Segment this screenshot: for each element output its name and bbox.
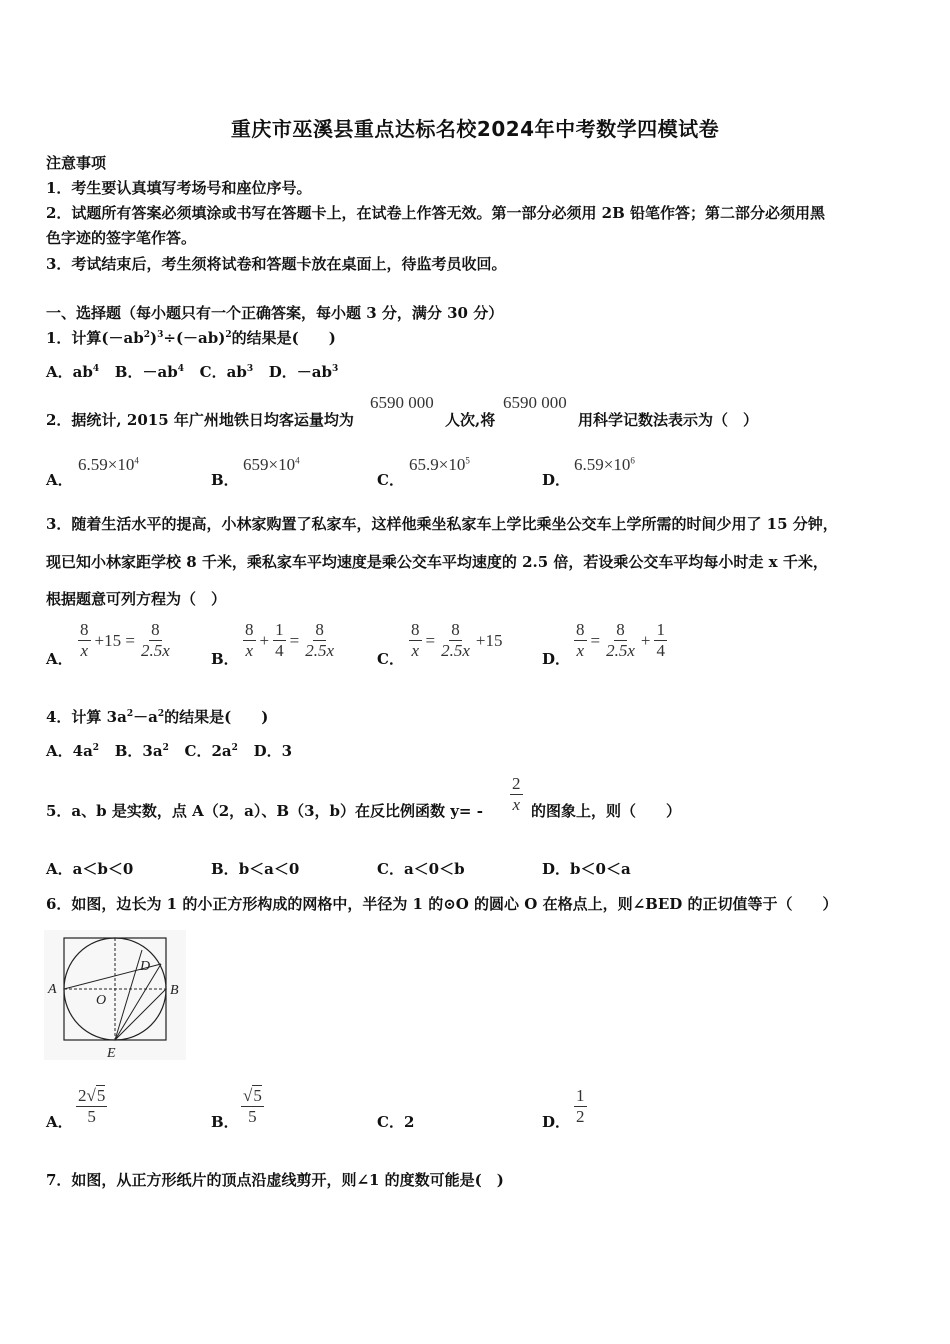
label-a: A [48, 982, 57, 997]
page-title: 重庆市巫溪县重点达标名校2024年中考数学四模试卷 [230, 117, 720, 141]
label-b: B [170, 983, 179, 998]
option-a[interactable]: A．$ab^4$ [46, 363, 100, 381]
option-a[interactable]: A．a＜b＜0 [46, 860, 134, 878]
question-4-stem: 4．计算 $3a^2-a^2$的结果是( ) [46, 708, 269, 726]
question-1-stem: 1．计算$(-ab^2)^3\div(-ab)^2$的结果是( ) [46, 329, 336, 347]
question-2-stem-a: 2．据统计, 2015 年广州地铁日均客运量均为 [46, 411, 354, 429]
option-c[interactable]: C．2 [377, 1113, 415, 1131]
question-3-line: 根据题意可列方程为（ ） [46, 590, 227, 608]
q2-number: 6590 000 [370, 393, 434, 412]
question-5-stem-b: 的图象上，则（ ） [531, 802, 682, 820]
option-c[interactable]: C．$ab^3$ [199, 363, 254, 381]
option-c[interactable]: C．$2a^2$ [184, 742, 238, 760]
question-7-stem: 7．如图，从正方形纸片的顶点沿虚线剪开，则∠1 的度数可能是( ) [46, 1171, 504, 1189]
notice-item: 1．考生要认真填写考场号和座位序号。 [46, 179, 312, 197]
option-b[interactable]: B．b＜a＜0 [211, 860, 300, 878]
option-c[interactable]: C．a＜0＜b [377, 860, 465, 878]
circle-grid-figure [44, 930, 186, 1060]
option-d[interactable]: D．b＜0＜a [542, 860, 631, 878]
question-3-line: 现已知小林家距学校 8 千米，乘私家车平均速度是乘公交车平均速度的 2.5 倍，若设乘公交车平均每小时走 x 千米， [46, 553, 828, 571]
label-o: O [96, 993, 107, 1008]
notice-heading: 注意事项 [46, 154, 107, 172]
question-6-stem: 6．如图，边长为 1 的小正方形构成的网格中，半径为 1 的⊙O 的圆心 O 在格点上，则∠BED 的正切值等于（ ） [46, 895, 838, 913]
q5-fraction: $\frac{2}{x}$ [512, 774, 521, 814]
question-5-stem-a: 5．a、b 是实数，点 A（2，a）、B（3，b）在反比例函数 y= - [46, 802, 483, 820]
notice-item: 2．试题所有答案必须填涂或书写在答题卡上，在试卷上作答无效。第一部分必须用 2B 铅笔作答；第二部分必须用黑 [46, 204, 826, 222]
notice-item: 3．考试结束后，考生须将试卷和答题卡放在桌面上，待监考员收回。 [46, 255, 507, 273]
option-a[interactable]: A．$4a^2$ [46, 742, 100, 760]
question-2-stem-b: 人次,将 [445, 411, 496, 429]
question-4-options [46, 740, 292, 761]
notice-item: 色字迹的签字笔作答。 [46, 229, 197, 247]
option-d[interactable]: D．3 [253, 742, 293, 760]
label-e: E [107, 1046, 116, 1060]
question-3-line: 3．随着生活水平的提高，小林家购置了私家车，这样他乘坐私家车上学比乘坐公交车上学所需的时间少用了 15 分钟， [46, 515, 838, 533]
option-d[interactable]: D．$-ab^3$ [268, 363, 339, 381]
option-b[interactable]: B．$3a^2$ [114, 742, 169, 760]
q2-number: 6590 000 [503, 393, 567, 412]
option-b[interactable]: B．$-ab^4$ [114, 363, 184, 381]
exam-page: 重庆市巫溪县重点达标名校2024年中考数学四模试卷 注意事项 1．考生要认真填写考场号和座位序号。 2．试题所有答案必须填涂或书写在答题卡上，在试卷上作答无效。第一部分必须用 2B 铅笔作答；第二部分必须用黑 色字迹的签字笔作答。 3．考试结束后，考生须将试卷和答题卡放在桌面上，待监考员收回。 一、选择题（每小题只有一个正确答案，每小题 3 分，满分 30 分） 1．计算$(-ab^2)^3\div(-ab)^2$的结果是( ) A．$ab^4$ B．$-ab^4$ C．$ab^3$ D．$-ab^3$ 2．据统计, 2015 年广州地铁日均客运量均为 6590 000 人次,将 6590 000 用科学记数法表示为（ ） A． $6.59\times 10^4$ B． $659\times 10^4$ C． $65.9\times 10^5$ D． $6.59\times 10^6$ 3．随着生活水平的提高，小林家购置了私家车，这样他乘坐私家车上学比乘坐公交车上学所需的时间少用了 15 分钟， 现已知小林家距学校 8 千米，乘私家车平均速度是乘公交车平均速度的 2.5 倍，若设乘公交车平均每小时走 x 千米， 根据题意可列方程为（ ） A． $\frac{8}{x}$ +15 = $\frac{8}{2.5x}$ B． $\frac{8}{x}$ + $\frac{1}{4}$ = $\frac{8}{2.5x}$ C． $\frac{8}{x}$ = $\frac{8}{2.5x}$ +15 D． $\frac{8}{x}$ = $\frac{8}{2.5x}$ + $\frac{1}{4}$ 4．计算 $3a^2-a^2$的结果是( ) A．$4a^2$ B．$3a^2$ C．$2a^2$ D．3 5．a、b 是实数，点 A（2，a）、B（3，b）在反比例函数 y= - $\frac{2}{x}$ 的图象上，则（ ） A．a＜b＜0 B．b＜a＜0 C．a＜0＜b D．b＜0＜a 6．如图，边长为 1 的小正方形构成的网格中，半径为 1 的⊙O 的圆心 O 在格点上，则∠BED 的正切值等于（ ） A B D O E A． $\frac{2√5}{5}$ B． $\frac{√5}{5}$ C．2 D． $\frac{1}{2}$ 7．如图，从正方形纸片的顶点沿虚线剪开，则∠1 的度数可能是( ) [0, 0, 950, 1344]
label-d: D [140, 959, 151, 974]
question-2-stem-c: 用科学记数法表示为（ ） [578, 411, 759, 429]
question-1-options [46, 361, 338, 382]
section-heading: 一、选择题（每小题只有一个正确答案，每小题 3 分，满分 30 分） [46, 304, 504, 322]
